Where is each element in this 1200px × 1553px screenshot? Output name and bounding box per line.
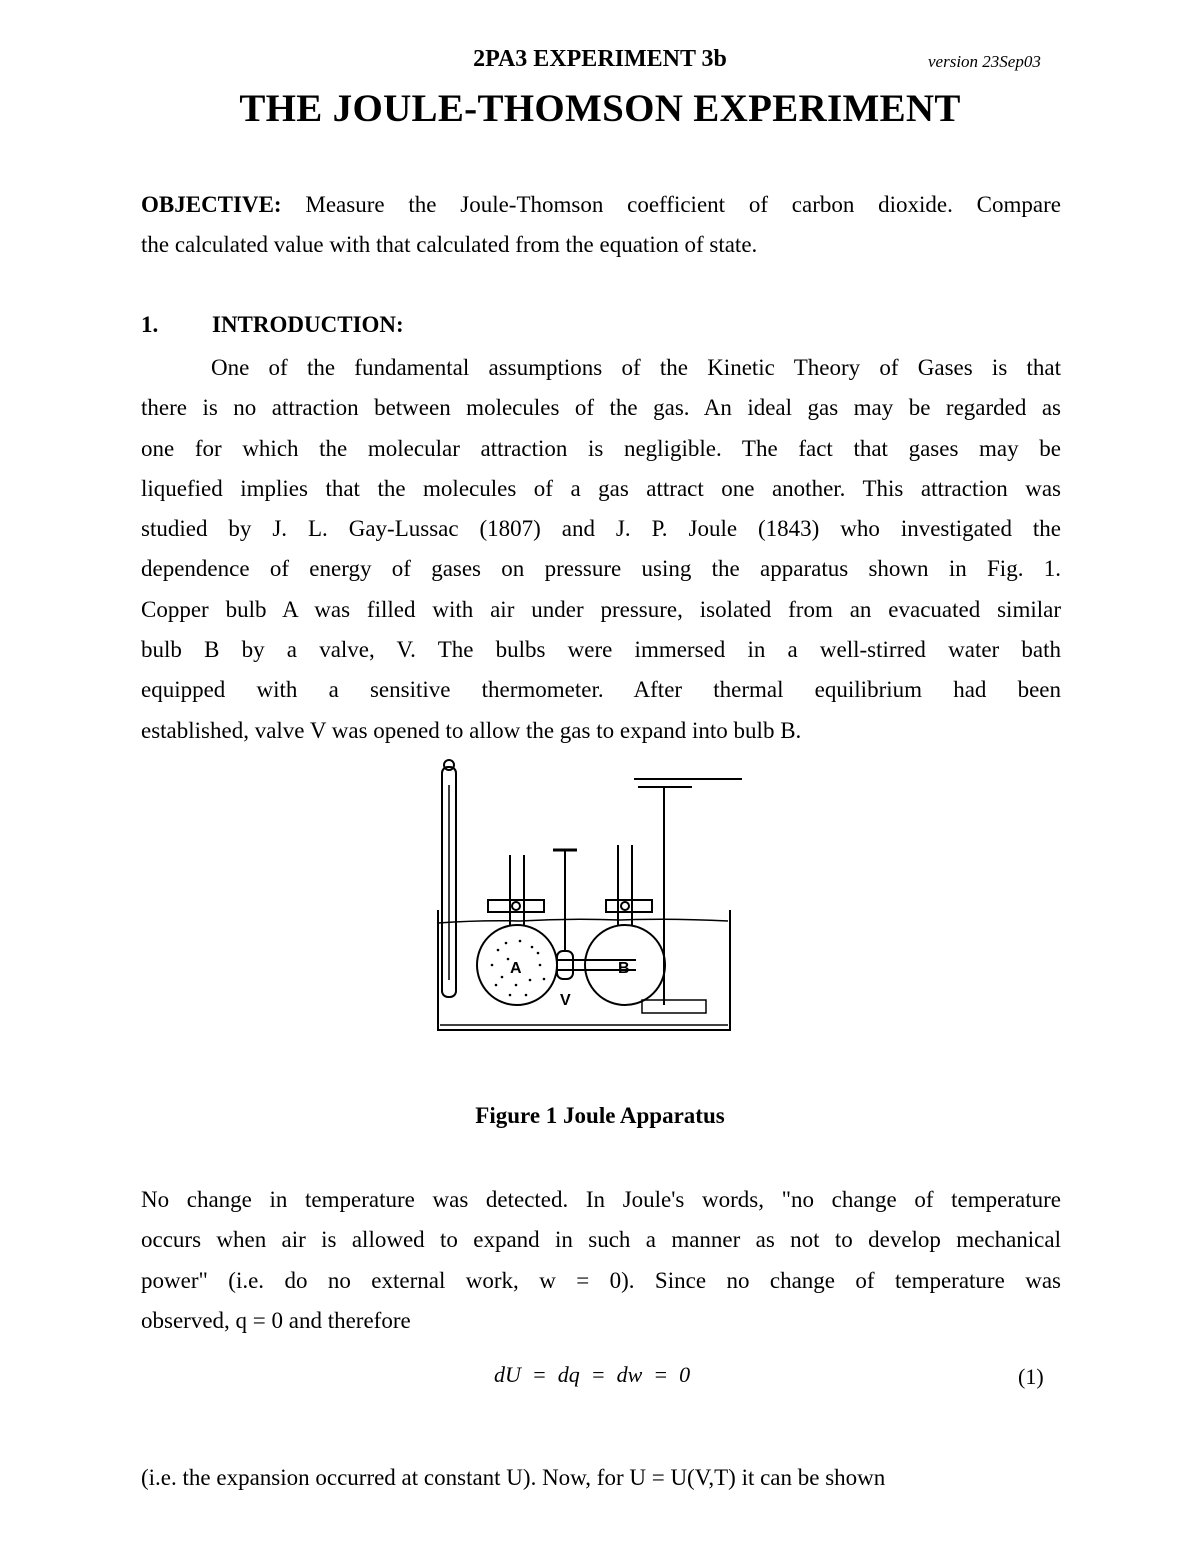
introduction-paragraph — [141, 348, 1061, 751]
intro-line: Copper bulb A was filled with air under pressure, isolated from an evacuated similar — [141, 596, 1061, 622]
header-version: version 23Sep03 — [928, 52, 1041, 71]
objective-label: OBJECTIVE: — [141, 192, 282, 217]
results-line: power" (i.e. do no external work, w = 0). Since no change of temperature was — [141, 1267, 1061, 1293]
section-title: INTRODUCTION: — [212, 312, 404, 337]
intro-line: studied by J. L. Gay-Lussac (1807) and J. P. Joule (1843) who investigated the — [141, 516, 1061, 542]
equation-1: dU = dq = dw = 0 — [494, 1362, 691, 1387]
results-paragraph — [141, 1180, 1061, 1341]
intro-line: liquefied implies that the molecules of a gas attract one another. This attraction was — [141, 475, 1061, 501]
equation-number: (1) — [1018, 1364, 1044, 1389]
final-line: (i.e. the expansion occurred at constant U). Now, for U = U(V,T) it can be shown — [141, 1465, 886, 1490]
label-b: B — [618, 960, 630, 977]
objective-line-2: the calculated value with that calculated from the equation of state. — [141, 232, 758, 258]
intro-line: there is no attraction between molecules of the gas. An ideal gas may be regarded as — [141, 395, 1061, 421]
intro-line: dependence of energy of gases on pressure using the apparatus shown in Fig. 1. — [141, 556, 1061, 582]
intro-line: established, valve V was opened to allow the gas to expand into bulb B. — [141, 717, 802, 743]
intro-line: one for which the molecular attraction is negligible. The fact that gases may be — [141, 435, 1061, 461]
final-paragraph — [141, 1458, 1061, 1498]
valve-v — [557, 951, 573, 979]
label-a: A — [510, 960, 522, 977]
objective-line-1 — [141, 185, 1061, 225]
results-line: No change in temperature was detected. In Joule's words, "no change of temperature — [141, 1187, 1061, 1212]
section-number: 1. — [141, 312, 159, 337]
label-v: V — [560, 992, 571, 1009]
header-experiment-number: 2PA3 EXPERIMENT 3b — [473, 46, 727, 72]
intro-line: bulb B by a valve, V. The bulbs were immersed in a well-stirred water bath — [141, 637, 1061, 663]
intro-line: One of the fundamental assumptions of the Kinetic Theory of Gases is that — [211, 355, 1061, 380]
objective-text-1: Measure the Joule-Thomson coefficient of carbon dioxide. Compare — [281, 192, 1061, 217]
water-surface — [438, 919, 728, 923]
objective-paragraph — [141, 185, 1061, 266]
figure-caption: Figure 1 Joule Apparatus — [475, 1103, 725, 1128]
results-line: observed, q = 0 and therefore — [141, 1307, 411, 1333]
page-title: THE JOULE-THOMSON EXPERIMENT — [239, 87, 961, 130]
stirrer-paddle — [642, 1000, 706, 1013]
results-line: occurs when air is allowed to expand in such a manner as not to develop mechanical — [141, 1227, 1061, 1253]
intro-line: equipped with a sensitive thermometer. After thermal equilibrium had been — [141, 677, 1061, 703]
joule-apparatus-figure — [420, 755, 760, 1045]
